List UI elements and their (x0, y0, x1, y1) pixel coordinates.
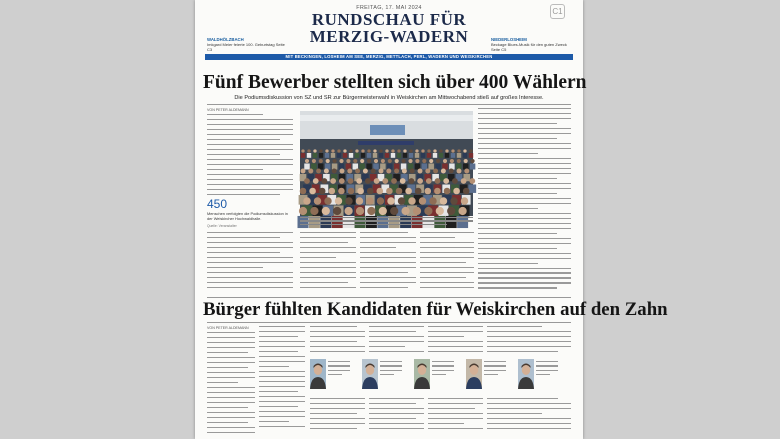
text-line (478, 123, 557, 124)
text-line (478, 153, 538, 154)
second-column-4b (369, 398, 424, 434)
text-line (207, 247, 293, 248)
text-line (420, 257, 474, 258)
text-line (478, 213, 571, 214)
text-line (207, 232, 293, 233)
candidate-portrait (466, 359, 482, 389)
text-line (478, 277, 571, 278)
text-line (487, 408, 571, 409)
text-line (369, 336, 424, 337)
text-line (300, 267, 356, 268)
text-line (259, 366, 289, 367)
text-line (259, 341, 305, 342)
text-line (300, 272, 356, 273)
text-line (259, 361, 305, 362)
text-line (428, 351, 483, 352)
masthead-line-1: RUNDSCHAU FÜR (311, 10, 467, 29)
text-line (369, 326, 424, 327)
text-line (428, 423, 464, 424)
text-line (207, 149, 293, 150)
masthead-line-2: MERZIG-WADERN (309, 27, 469, 46)
date-line: FREITAG, 17. MAI 2024 (356, 5, 422, 11)
teaser-left[interactable] (207, 37, 287, 52)
text-line (207, 342, 255, 343)
text-line (369, 428, 424, 429)
text-line (207, 134, 293, 135)
caption-line (300, 224, 447, 225)
text-line (259, 426, 305, 427)
lead-photo (300, 111, 473, 216)
text-line (207, 362, 255, 363)
text-line (360, 267, 416, 268)
text-line (310, 408, 365, 409)
candidate-caption (432, 361, 454, 378)
text-line (360, 247, 396, 248)
text-line (478, 143, 571, 144)
text-line (207, 282, 293, 283)
caption-line (432, 361, 454, 362)
text-line (478, 268, 571, 269)
edition-badge: C1 (550, 4, 565, 19)
text-line (259, 376, 305, 377)
text-line (259, 356, 305, 357)
text-line (259, 346, 305, 347)
caption-line (432, 365, 454, 366)
text-line (300, 282, 348, 283)
teaser-left-kicker: WALDHÖLZBACH (207, 37, 244, 42)
text-line (420, 237, 455, 238)
text-line (478, 118, 571, 119)
section-bar: MIT BECKINGEN, LOSHEIM AM SEE, MERZIG, METTLACH, PERL, WADERN UND WEISKIRCHEN (205, 54, 573, 60)
text-line (207, 367, 248, 368)
teaser-right[interactable] (491, 37, 571, 52)
text-line (207, 267, 263, 268)
text-line (478, 173, 571, 174)
text-line (300, 242, 348, 243)
text-line (207, 402, 255, 403)
text-line (369, 398, 424, 399)
text-line (310, 428, 357, 429)
newspaper-page (195, 0, 668, 439)
divider (207, 322, 571, 323)
text-line (428, 341, 483, 342)
text-line (207, 144, 293, 145)
text-line (207, 372, 255, 373)
text-line (478, 287, 557, 288)
text-line (259, 406, 298, 407)
text-line (207, 262, 293, 263)
text-line (310, 423, 365, 424)
candidate-caption (536, 361, 558, 378)
text-line (207, 189, 293, 190)
text-line (369, 418, 416, 419)
text-line (207, 184, 293, 185)
text-line (478, 248, 557, 249)
text-line (360, 272, 408, 273)
lead-subline: Die Podiumsdiskussion von SZ und SR zur Bürgermeisterwahl in Weiskirchen am Mittwochabend stieß auf großes Interesse. (234, 95, 544, 101)
text-line (207, 397, 255, 398)
text-line (428, 336, 464, 337)
text-line (428, 346, 483, 347)
caption-line (300, 220, 473, 221)
text-line (360, 252, 416, 253)
second-column-5 (428, 326, 483, 358)
text-line (478, 133, 571, 134)
text-line (207, 169, 263, 170)
text-line (310, 398, 365, 399)
stat-text: Menschen verfolgten die Podiumsdiskussion in der Weiskircher Hochwaldhalle. (207, 211, 288, 221)
text-line (360, 277, 416, 278)
caption-line (328, 374, 342, 375)
text-line (478, 158, 571, 159)
text-line (310, 413, 357, 414)
lead-column-1b (207, 232, 293, 296)
teaser-right-text: Beckage Blues-Musik für den guten Zweck (491, 42, 567, 47)
second-column-2 (259, 326, 305, 434)
stat-source: Quelle: Veranstalter (207, 223, 237, 228)
text-line (428, 418, 483, 419)
text-line (310, 336, 365, 337)
text-line (300, 277, 356, 278)
text-line (207, 179, 293, 180)
caption-line (484, 361, 506, 362)
text-line (360, 237, 416, 238)
text-line (207, 407, 248, 408)
text-line (300, 252, 356, 253)
caption-line (484, 374, 498, 375)
text-line (487, 403, 571, 404)
text-line (478, 243, 571, 244)
text-line (207, 432, 255, 433)
text-line (300, 247, 356, 248)
text-line (478, 233, 557, 234)
text-line (207, 422, 248, 423)
text-line (428, 403, 483, 404)
caption-line (536, 374, 550, 375)
text-line (207, 154, 280, 155)
lead-column-1 (207, 108, 293, 194)
caption-line (536, 361, 558, 362)
text-line (207, 427, 255, 428)
text-line (428, 408, 475, 409)
text-line (207, 337, 255, 338)
text-line (420, 242, 474, 243)
text-line (478, 198, 571, 199)
text-line (369, 346, 405, 347)
candidate-portrait (362, 359, 378, 389)
text-line (259, 331, 305, 332)
text-line (487, 336, 571, 337)
divider (207, 104, 571, 105)
lead-column-4 (478, 108, 571, 296)
text-line (487, 346, 571, 347)
text-line (369, 413, 424, 414)
text-line (259, 326, 305, 327)
text-line (487, 413, 542, 414)
caption-line (328, 370, 350, 371)
text-line (478, 188, 571, 189)
candidate-caption (380, 361, 402, 378)
text-line (207, 124, 293, 125)
text-line (420, 287, 474, 288)
text-line (478, 258, 571, 259)
caption-line (536, 370, 558, 371)
text-line (478, 272, 571, 273)
text-line (259, 381, 305, 382)
text-line (207, 129, 293, 130)
second-headline: Bürger fühlten Kandidaten für Weiskirchen auf den Zahn (203, 299, 668, 320)
lead-column-2 (300, 232, 356, 296)
text-line (478, 138, 557, 139)
text-line (259, 396, 305, 397)
text-line (478, 253, 571, 254)
text-line (478, 228, 571, 229)
caption-line (432, 374, 446, 375)
text-line (478, 223, 571, 224)
stat-number: 450 (207, 197, 228, 211)
text-line (487, 331, 571, 332)
text-line (207, 119, 293, 120)
text-line (428, 331, 483, 332)
text-line (428, 326, 483, 327)
teaser-left-text: Imkgard Meier feierte 100. Geburtstag (207, 42, 275, 47)
text-line (360, 287, 408, 288)
audience-photo (300, 111, 473, 216)
text-line (207, 332, 255, 333)
text-line (207, 387, 255, 388)
divider (207, 297, 571, 298)
text-line (259, 416, 305, 417)
text-line (478, 263, 538, 264)
caption-line (328, 361, 350, 362)
caption-line (432, 370, 454, 371)
text-line (310, 331, 365, 332)
text-line (259, 371, 305, 372)
text-line (487, 326, 542, 327)
text-line (207, 412, 255, 413)
text-line (207, 174, 293, 175)
text-line (487, 423, 571, 424)
lead-byline: VON PETER ALDEMANN (207, 108, 249, 112)
text-line (420, 282, 474, 283)
text-line (420, 252, 474, 253)
text-line (369, 403, 416, 404)
text-line (259, 391, 298, 392)
text-line (207, 392, 255, 393)
text-line (259, 411, 305, 412)
text-line (478, 218, 571, 219)
candidate-portraits (310, 359, 572, 397)
text-line (487, 418, 571, 419)
text-line (207, 287, 293, 288)
text-line (478, 193, 557, 194)
text-line (478, 163, 571, 164)
second-column-4 (369, 326, 424, 358)
text-line (420, 232, 474, 233)
candidate-caption (328, 361, 350, 378)
text-line (428, 398, 483, 399)
text-line (259, 386, 305, 387)
second-column-5b (428, 398, 483, 434)
caption-line (380, 365, 402, 366)
text-line (207, 194, 280, 195)
text-line (207, 164, 293, 165)
text-line (310, 403, 365, 404)
text-line (207, 139, 280, 140)
lead-column-3 (360, 232, 416, 296)
text-line (207, 252, 280, 253)
caption-line (484, 370, 506, 371)
text-line (487, 341, 571, 342)
caption-line (328, 365, 350, 366)
text-line (360, 257, 416, 258)
text-line (207, 257, 293, 258)
second-column-6b (487, 398, 571, 434)
caption-line (380, 370, 402, 371)
text-line (420, 247, 474, 248)
text-line (207, 237, 280, 238)
text-line (300, 287, 356, 288)
text-line (310, 346, 365, 347)
text-line (300, 257, 336, 258)
text-line (207, 114, 263, 115)
text-line (478, 208, 538, 209)
text-line (300, 237, 356, 238)
text-line (207, 377, 255, 378)
text-line (420, 267, 474, 268)
caption-line (380, 374, 394, 375)
text-line (487, 428, 571, 429)
text-line (360, 262, 416, 263)
second-byline: VON PETER ALDEMANN (207, 326, 249, 330)
text-line (478, 203, 571, 204)
text-line (207, 347, 255, 348)
text-line (428, 413, 483, 414)
text-line (300, 262, 356, 263)
lead-column-3b (420, 232, 474, 296)
text-line (478, 113, 571, 114)
candidate-caption (484, 361, 506, 378)
lead-headline: Fünf Bewerber stellten sich über 400 Wählern (203, 72, 587, 93)
second-column-3 (310, 326, 365, 358)
caption-line (380, 361, 402, 362)
text-line (207, 382, 238, 383)
text-line (478, 282, 571, 283)
text-line (369, 408, 424, 409)
text-line (207, 242, 293, 243)
text-line (310, 418, 365, 419)
text-line (369, 341, 424, 342)
photo-caption (300, 217, 473, 227)
text-line (369, 423, 424, 424)
second-column-3b (310, 398, 365, 434)
text-line (207, 272, 293, 273)
text-line (259, 351, 298, 352)
text-line (310, 351, 365, 352)
caption-line (300, 217, 473, 218)
text-line (360, 232, 408, 233)
stat-box (207, 198, 289, 228)
text-line (207, 352, 248, 353)
teaser-right-page: Seite C5 (491, 47, 507, 52)
text-line (478, 168, 571, 169)
text-line (487, 351, 558, 352)
text-line (478, 183, 571, 184)
text-line (360, 242, 416, 243)
text-line (369, 351, 424, 352)
text-line (207, 357, 255, 358)
candidate-portrait (310, 359, 326, 389)
text-line (420, 262, 466, 263)
text-line (420, 272, 474, 273)
teaser-left-page: Seite C3 (207, 42, 285, 52)
teaser-right-kicker: NIEDERLOSHEIM (491, 37, 527, 42)
text-line (420, 277, 466, 278)
text-line (300, 232, 356, 233)
second-column-1 (207, 326, 255, 434)
text-line (259, 336, 298, 337)
text-line (310, 326, 357, 327)
text-line (478, 108, 571, 109)
text-line (207, 159, 293, 160)
text-line (207, 277, 293, 278)
text-line (478, 178, 557, 179)
candidate-portrait (518, 359, 534, 389)
text-line (310, 341, 357, 342)
text-line (428, 428, 483, 429)
text-line (478, 148, 571, 149)
text-line (360, 282, 416, 283)
text-line (478, 128, 571, 129)
caption-line (484, 365, 506, 366)
text-line (478, 238, 571, 239)
text-line (259, 421, 289, 422)
caption-line (536, 365, 558, 366)
text-line (487, 398, 558, 399)
text-line (369, 331, 416, 332)
second-column-6 (487, 326, 571, 358)
text-line (259, 401, 305, 402)
text-line (207, 417, 255, 418)
candidate-portrait (414, 359, 430, 389)
